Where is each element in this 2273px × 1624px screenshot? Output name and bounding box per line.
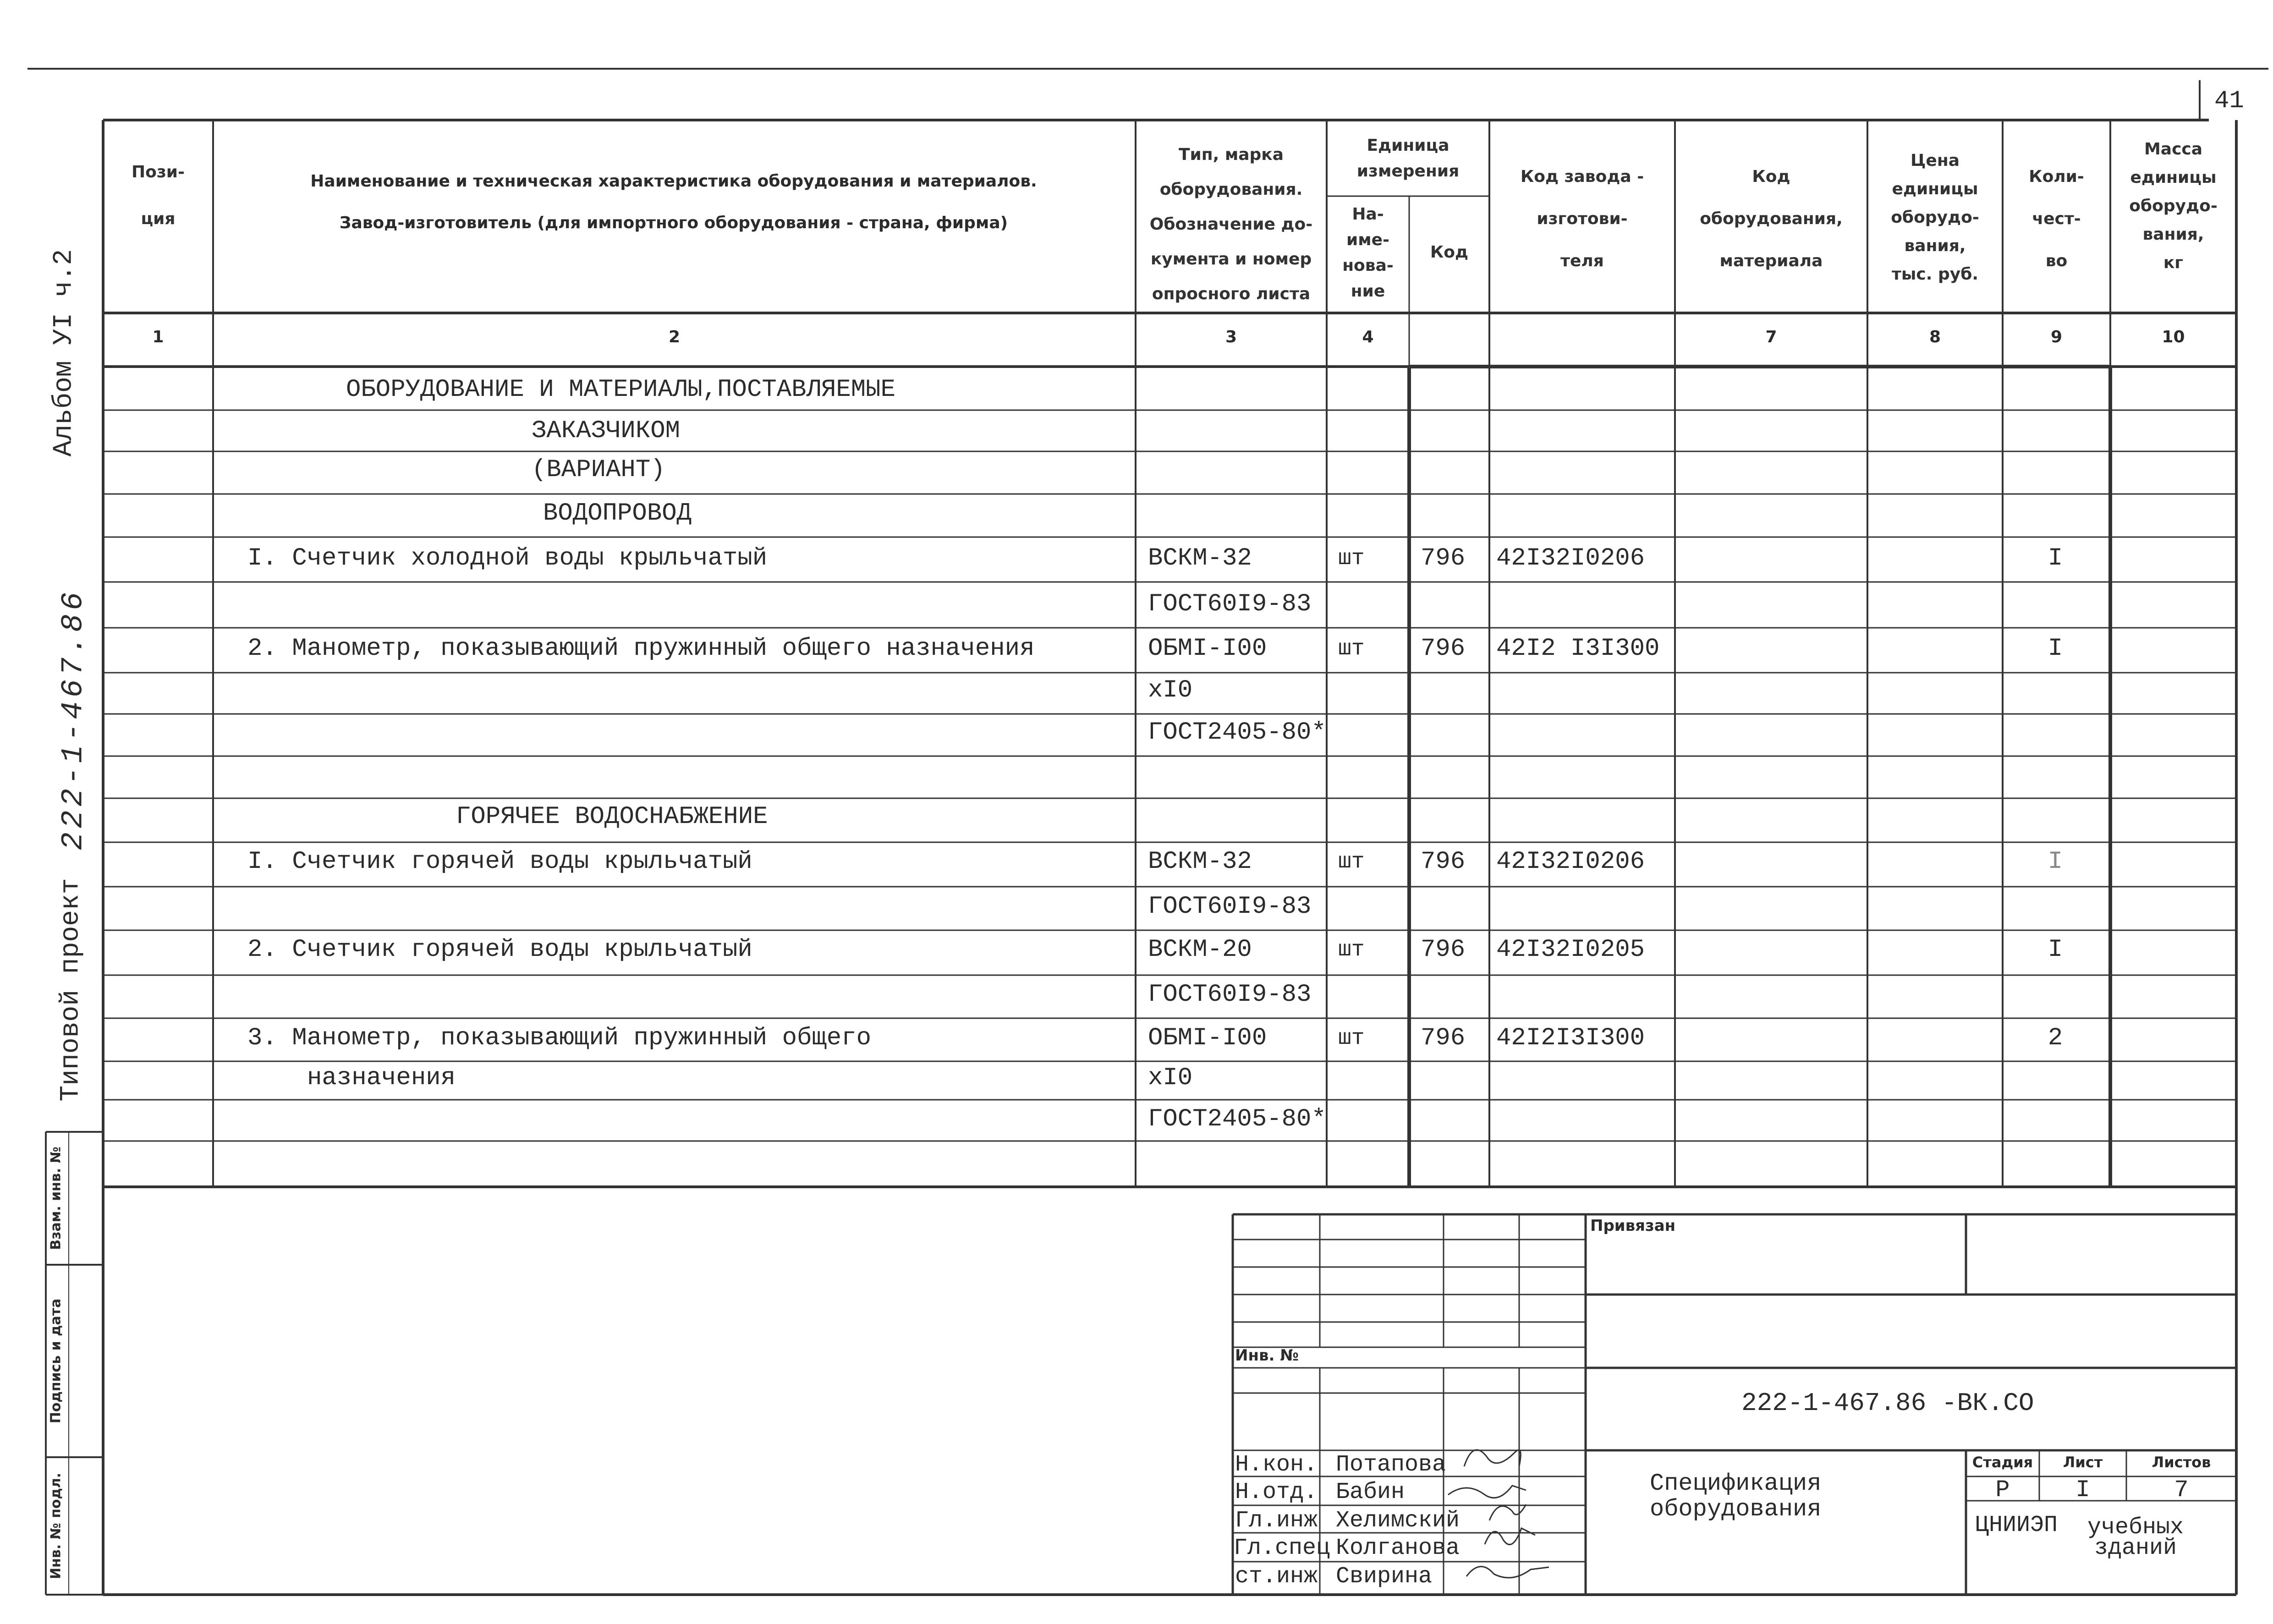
item-type: хI0 (1148, 676, 1193, 704)
item-unit: шт (1338, 850, 1365, 874)
item-type: ГОСТ60I9-83 (1148, 893, 1312, 921)
item-maker-code: 42I2 I3I300 (1496, 635, 1660, 663)
item-type: хI0 (1148, 1064, 1193, 1092)
col-number: 3 (1225, 328, 1237, 346)
col-number: 1 (152, 328, 164, 346)
listov-label: Листов (2152, 1454, 2211, 1471)
document-title: Спецификация оборудования (1650, 1470, 1822, 1523)
item-unit-code: 796 (1421, 936, 1466, 964)
sheet-number: 41 (2214, 87, 2244, 115)
item-name: назначения (307, 1064, 456, 1092)
list-label: Лист (2063, 1454, 2103, 1471)
item-unit: шт (1338, 636, 1365, 661)
inv-no-label: Инв. № (1235, 1346, 1299, 1365)
item-type: ВСКМ-32 (1148, 544, 1252, 572)
staff-role: Гл.инж (1235, 1508, 1318, 1534)
header-name: Наименование и техническая характеристика оборудования и материалов. Завод-изготовитель (для импортного оборудования - страна, фирма) (310, 172, 1037, 232)
item-type: ВСКМ-32 (1148, 848, 1252, 876)
item-type: ГОСТ2405-80* (1148, 1105, 1326, 1133)
item-type: ГОСТ60I9-83 (1148, 981, 1312, 1009)
section-title: ГОРЯЧЕЕ ВОДОСНАБЖЕНИЕ (456, 803, 768, 831)
header-mass: Масса единицы оборудо- вания, кг (2129, 140, 2218, 272)
organization-name: ЦНИИЭП (1975, 1512, 2058, 1538)
col-number: 2 (668, 328, 681, 346)
column-numbers-row (103, 328, 2236, 355)
item-maker-code: 42I32I0205 (1496, 936, 1645, 964)
item-type: ВСКМ-20 (1148, 936, 1252, 964)
col-number: 8 (1929, 328, 1941, 346)
header-unit-name: На- име- нова- ние (1342, 205, 1394, 301)
staff-role: Н.кон. (1235, 1452, 1318, 1478)
section-title: ВОДОПРОВОД (543, 499, 692, 527)
document-code: 222-1-467.86 -ВК.СО (1741, 1388, 2034, 1418)
staff-name: Колганова (1336, 1535, 1460, 1561)
item-name: 3. Манометр, показывающий пружинный общего (247, 1024, 872, 1052)
item-unit-code: 796 (1421, 848, 1466, 876)
col-number: 9 (2050, 328, 2063, 346)
inv-podl-label: Инв. № подл. (48, 1472, 64, 1580)
organization-subtitle: учебных (2087, 1514, 2184, 1541)
item-type: ОБМI-I00 (1148, 635, 1267, 663)
col-number: 10 (2162, 328, 2185, 346)
staff-name: Потапова (1336, 1452, 1446, 1478)
header-unit-group: Единица измерения (1356, 136, 1460, 181)
item-unit-code: 796 (1421, 1024, 1466, 1052)
item-unit: шт (1338, 1026, 1365, 1051)
item-name: 2. Счетчик горячей воды крыльчатый (247, 936, 752, 964)
item-unit: шт (1338, 546, 1365, 571)
item-quantity: I (2048, 936, 2063, 964)
project-number: 222-1-467.86 (56, 588, 91, 850)
staff-role: ст.инж (1235, 1564, 1318, 1590)
listov-value: 7 (2174, 1476, 2189, 1503)
organization-subtitle: зданий (2094, 1535, 2177, 1561)
staff-role: Гл.спец (1234, 1535, 1330, 1561)
privyazan-label: Привязан (1590, 1217, 1676, 1235)
item-name: I. Счетчик холодной воды крыльчатый (247, 544, 768, 572)
item-type: ГОСТ60I9-83 (1148, 590, 1312, 618)
col-number: 4 (1362, 328, 1374, 346)
item-unit-code: 796 (1421, 635, 1466, 663)
album-label: Альбом УI ч.2 (49, 249, 79, 457)
project-label: Типовой проект (56, 878, 86, 1102)
item-quantity: 2 (2048, 1024, 2063, 1052)
stadia-label: Стадия (1972, 1454, 2033, 1471)
col-number: 7 (1765, 328, 1777, 346)
stadia-value: Р (1995, 1476, 2010, 1503)
header-quantity: Коли- чест- во (2029, 167, 2084, 270)
header-unit-code: Код (1430, 243, 1469, 262)
item-name: I. Счетчик горячей воды крыльчатый (247, 848, 752, 876)
section-title: ЗАКАЗЧИКОМ (532, 417, 681, 445)
vzam-inv-label: Взам. инв. № (48, 1147, 64, 1250)
item-unit-code: 796 (1421, 544, 1466, 572)
header-equipment-code: Код оборудования, материала (1700, 167, 1843, 270)
item-name: 2. Манометр, показывающий пружинный общего назначения (247, 635, 1035, 663)
header-position: Пози- ция (132, 163, 185, 228)
staff-role: Н.отд. (1235, 1479, 1318, 1505)
item-quantity: I (2048, 544, 2063, 572)
section-title: ОБОРУДОВАНИЕ И МАТЕРИАЛЫ,ПОСТАВЛЯЕМЫЕ (346, 376, 895, 404)
item-quantity: I (2048, 848, 2063, 876)
podpis-label: Подпись и дата (48, 1298, 64, 1424)
header-price: Цена единицы оборудо- вания, тыс. руб. (1891, 151, 1979, 284)
header-maker-code: Код завода - изготови- теля (1520, 167, 1644, 270)
staff-name: Хелимский (1336, 1508, 1460, 1534)
section-title: (ВАРИАНТ) (532, 456, 665, 484)
list-value: I (2075, 1476, 2090, 1503)
item-unit: шт (1338, 938, 1365, 962)
item-maker-code: 42I32I0206 (1496, 848, 1645, 876)
item-type: ГОСТ2405-80* (1148, 719, 1326, 746)
item-maker-code: 42I32I0206 (1496, 544, 1645, 572)
staff-name: Свирина (1336, 1564, 1433, 1590)
item-type: ОБМI-I00 (1148, 1024, 1267, 1052)
item-quantity: I (2048, 635, 2063, 663)
header-type: Тип, марка оборудования. Обозначение до- кумента и номер опросного листа (1149, 145, 1313, 303)
signatures (1448, 1450, 1549, 1578)
item-maker-code: 42I2I3I300 (1496, 1024, 1645, 1052)
staff-name: Бабин (1336, 1479, 1405, 1505)
